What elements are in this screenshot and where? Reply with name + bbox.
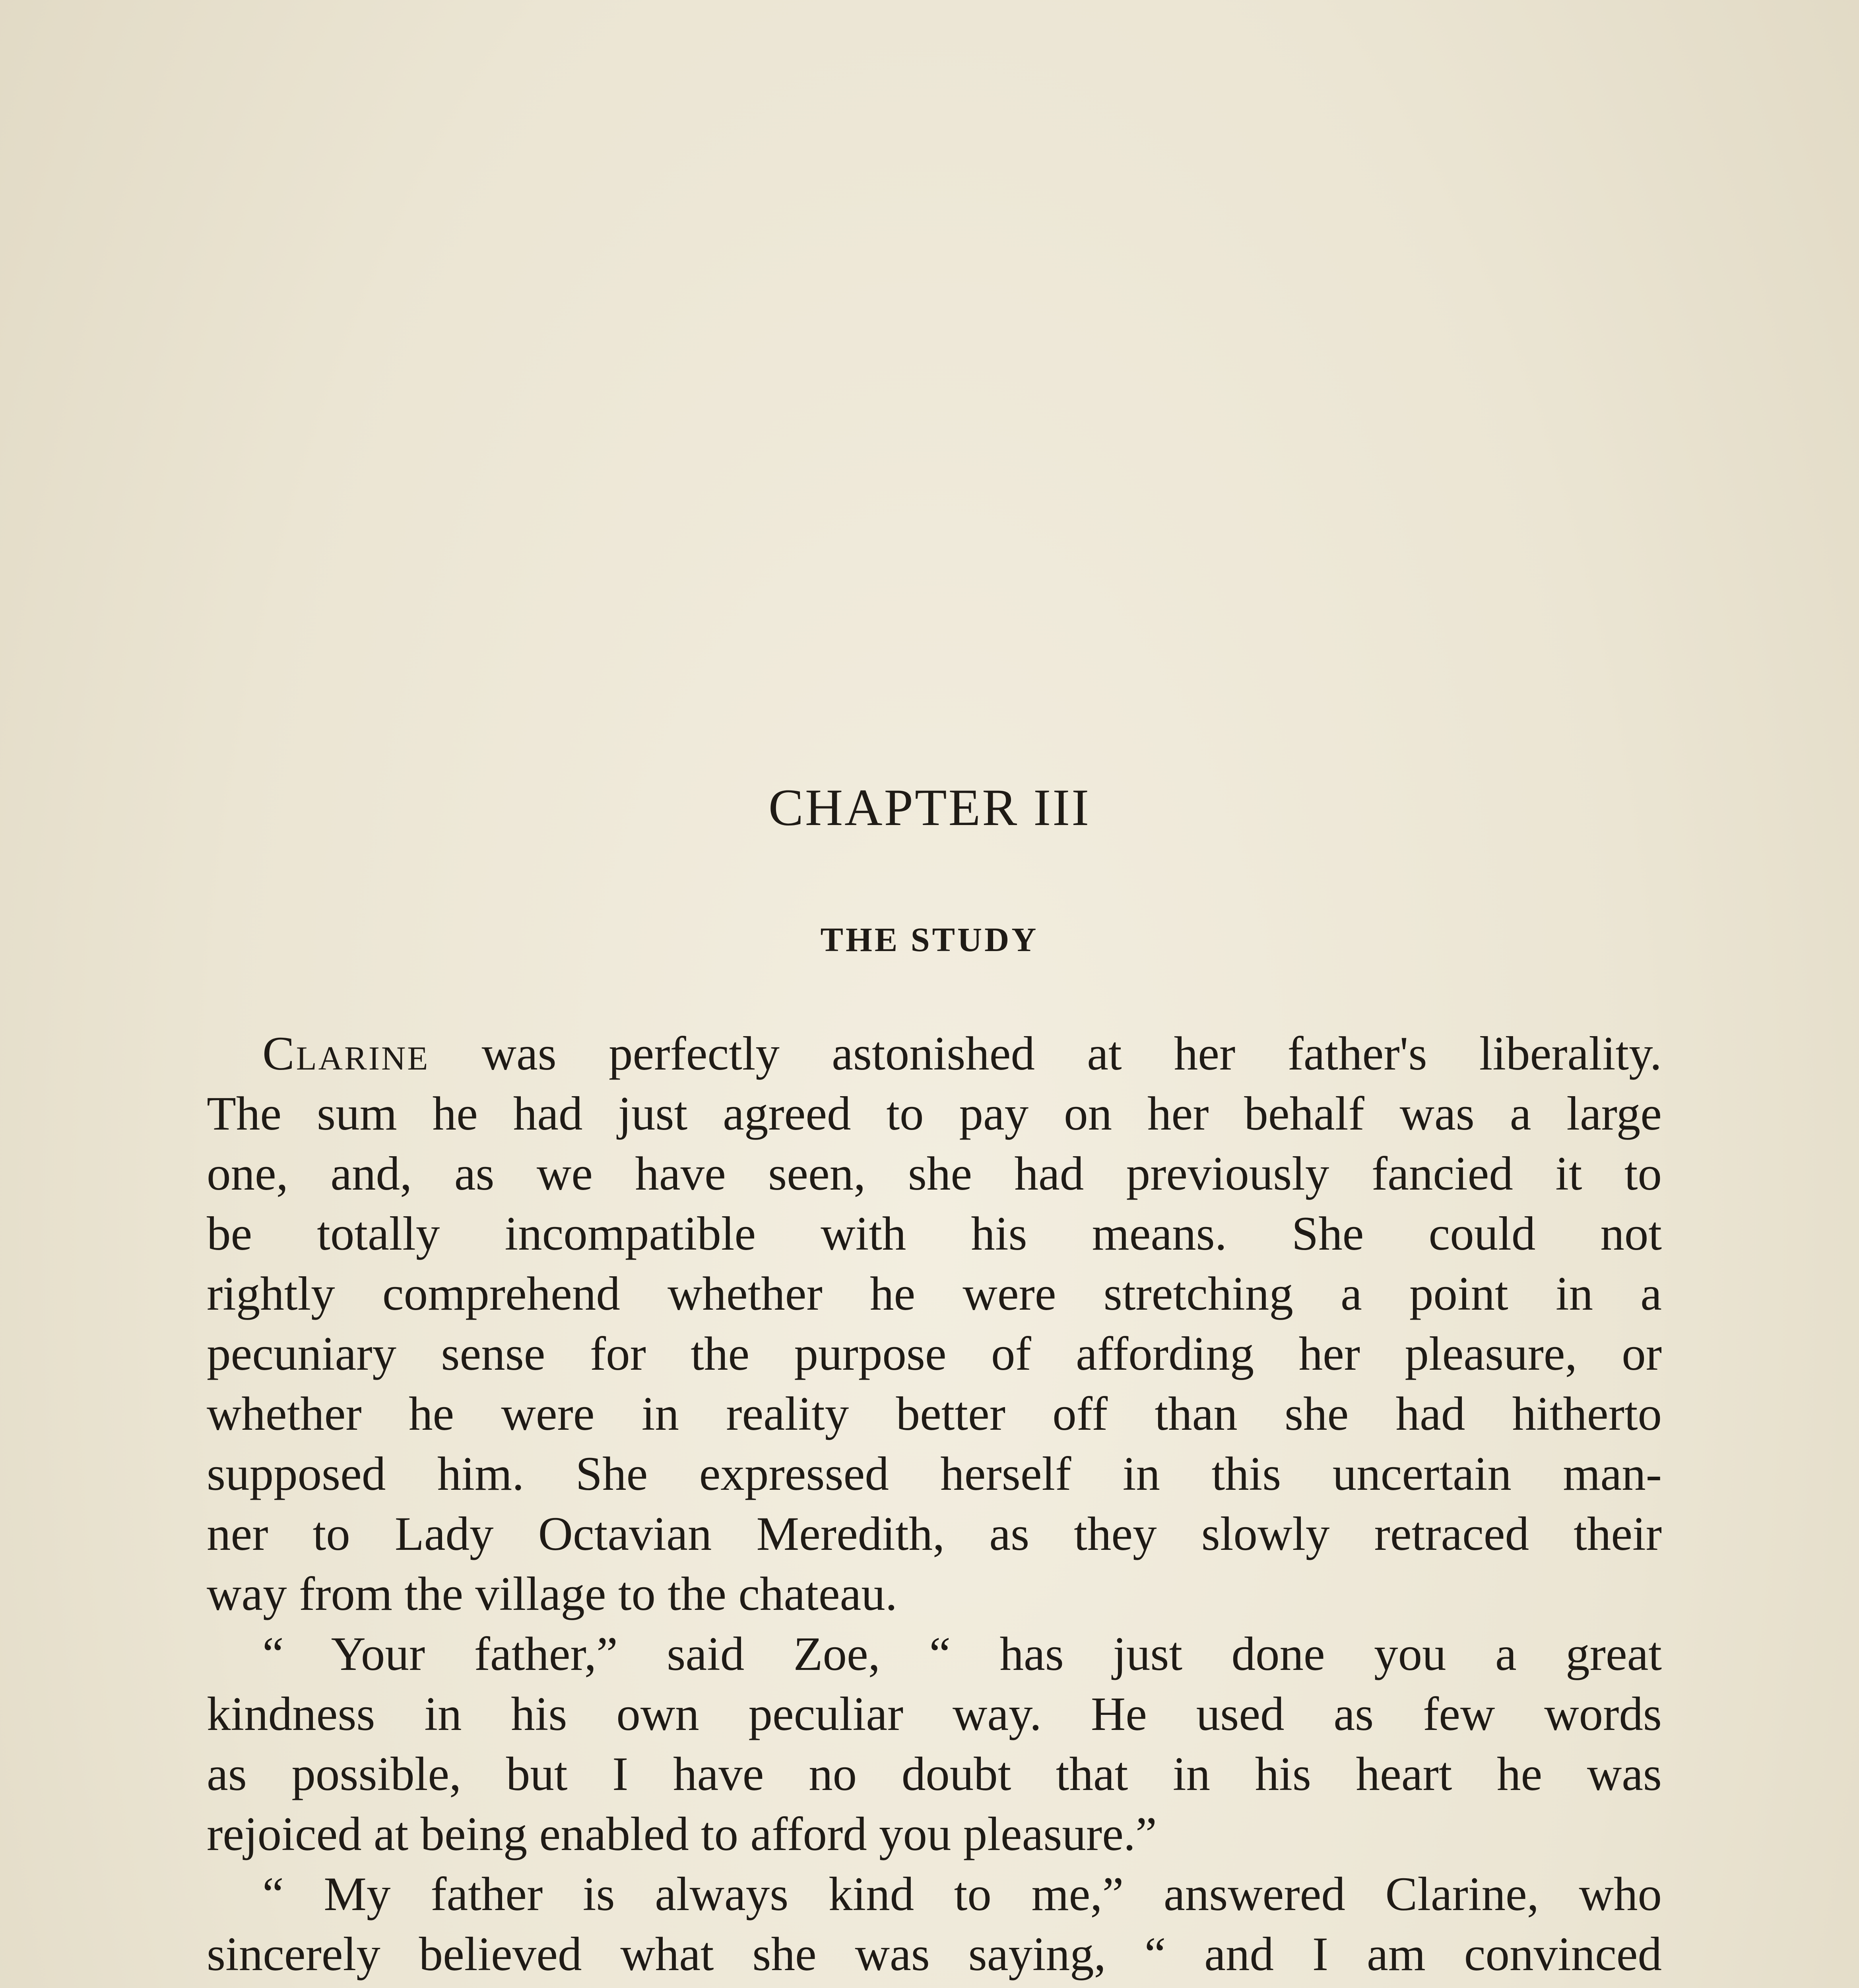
text-line: rightly comprehend whether he were stretching a point in a (207, 1267, 1662, 1320)
text-line: one, and, as we have seen, she had previously fancied it to (207, 1147, 1662, 1200)
text-line: ner to Lady Octavian Meredith, as they slowly retraced their (207, 1507, 1662, 1561)
text-line: “ My father is always kind to me,” answered Clarine, who (262, 1868, 1662, 1921)
text-line: kindness in his own peculiar way. He used as few words (207, 1687, 1662, 1741)
text-line: be totally incompatible with his means. She could not (207, 1207, 1662, 1260)
text-line: Clarine was perfectly astonished at her father's liberality. (262, 1027, 1662, 1080)
text-line: way from the village to the chateau. (207, 1567, 898, 1621)
text-line: sincerely believed what she was saying, “ and I am convinced (207, 1928, 1662, 1981)
text-line: “ Your father,” said Zoe, “ has just done you a great (262, 1627, 1662, 1681)
text-line (207, 1984, 1662, 1988)
text-line: rejoiced at being enabled to afford you pleasure.” (207, 1807, 1157, 1861)
text-line: The sum he had just agreed to pay on her behalf was a large (207, 1087, 1662, 1140)
text-line: as possible, but I have no doubt that in his heart he was (207, 1747, 1662, 1801)
chapter-heading: CHAPTER III (768, 778, 1091, 837)
text-line: pecuniary sense for the purpose of affording her pleasure, or (207, 1327, 1662, 1380)
text-line: whether he were in reality better off than she had hitherto (207, 1387, 1662, 1441)
text-line: supposed him. She expressed herself in this uncertain man- (207, 1447, 1662, 1501)
chapter-title: THE STUDY (820, 920, 1039, 959)
body-text (207, 1024, 1662, 1988)
drop-word: Clarine (262, 1027, 430, 1080)
